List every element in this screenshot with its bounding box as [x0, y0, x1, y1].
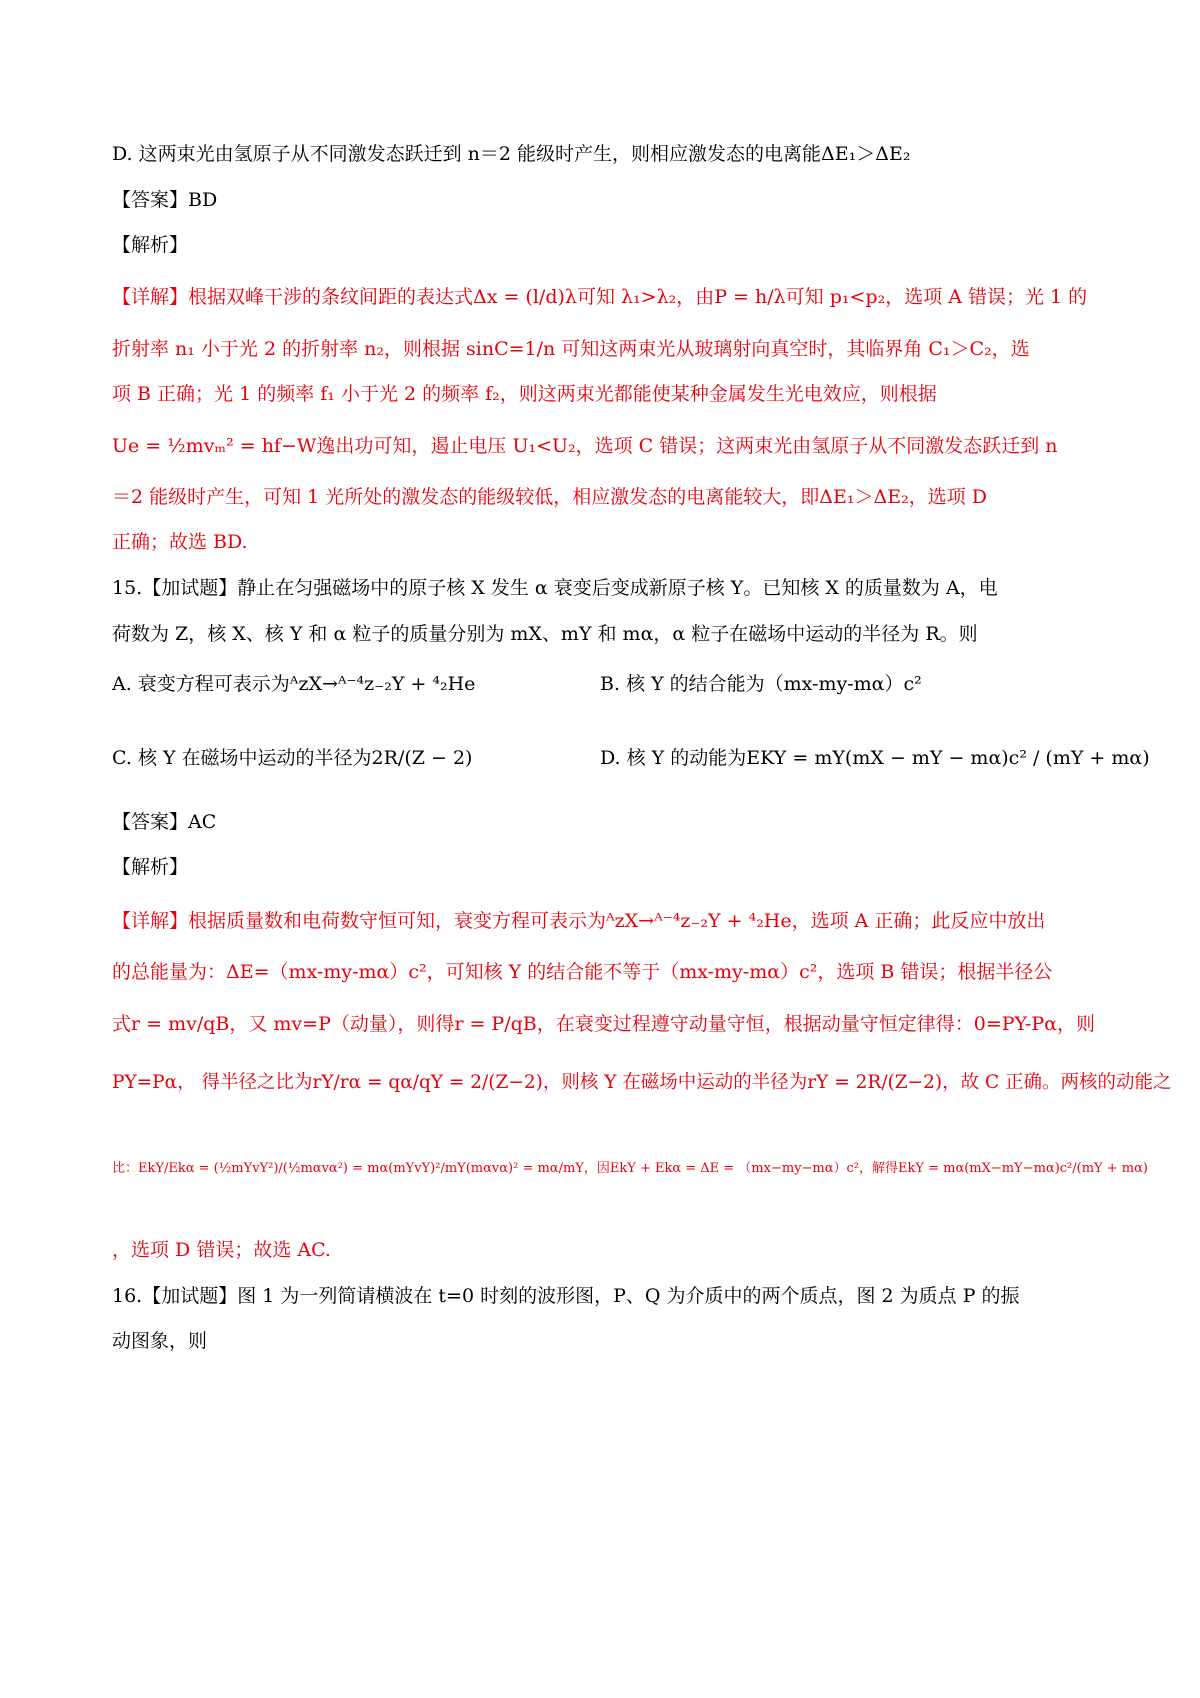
q14-option-d: D. 这两束光由氢原子从不同激发态跃迁到 n＝2 能级时产生，则相应激发态的电离能ΔE₁＞ΔE₂	[112, 143, 911, 165]
q15-stem-line-1: 15.【加试题】静止在匀强磁场中的原子核 X 发生 α 衰变后变成新原子核 Y。已知核 X 的质量数为 A，电	[112, 577, 998, 599]
q14-detail-line-5: ＝2 能级时产生，可知 1 光所处的激发态的能级较低，相应激发态的电离能较大，即ΔE₁＞ΔE₂，选项 D	[112, 486, 987, 508]
q15-stem-line-2: 荷数为 Z，核 X、核 Y 和 α 粒子的质量分别为 mX、mY 和 mα，α 粒子在磁场中运动的半径为 R。则	[112, 623, 978, 645]
q14-detail-line-4: Ue = ½mvₘ² = hf−W逸出功可知，遏止电压 U₁<U₂，选项 C 错误；这两束光由氢原子从不同激发态跃迁到 n	[112, 435, 1058, 457]
q14-analysis-heading: 【解析】	[112, 234, 189, 256]
q14-detail-line-2: 折射率 n₁ 小于光 2 的折射率 n₂，则根据 sinC=1/n 可知这两束光从玻璃射向真空时，其临界角 C₁＞C₂，选	[112, 338, 1030, 360]
q14-detail-line-1: 【详解】根据双峰干涉的条纹间距的表达式Δx = (l/d)λ可知 λ₁>λ₂，由P = h/λ可知 p₁<p₂，选项 A 错误；光 1 的	[112, 286, 1088, 308]
q15-detail-line-5: 比：EkY/Ekα = (½mYvY²)/(½mαvα²) = mα(mYvY)²/mY(mαvα)² = mα/mY，因EkY + Ekα = ΔE = （mx−my−mα）c²，解得EkY = mα(mX−mY−mα)c²/(mY + mα)	[112, 1161, 1148, 1176]
q15-detail-line-6: ，选项 D 错误；故选 AC.	[112, 1239, 331, 1261]
q15-detail-line-2: 的总能量为：ΔE=（mx-my-mα）c²，可知核 Y 的结合能不等于（mx-my-mα）c²，选项 B 错误；根据半径公	[112, 961, 1053, 983]
q15-detail-line-3: 式r = mv/qB，又 mv=P（动量），则得r = P/qB，在衰变过程遵守动量守恒，根据动量守恒定律得：0=PY-Pα，则	[112, 1013, 1096, 1035]
q14-detail-line-3: 项 B 正确；光 1 的频率 f₁ 小于光 2 的频率 f₂，则这两束光都能使某种金属发生光电效应，则根据	[112, 383, 937, 405]
q14-answer: 【答案】BD	[112, 189, 218, 211]
q15-option-c: C. 核 Y 在磁场中运动的半径为2R/(Z − 2)	[112, 747, 473, 769]
q15-answer: 【答案】AC	[112, 811, 217, 833]
q15-option-b: B. 核 Y 的结合能为（mx-my-mα）c²	[600, 673, 922, 695]
q15-analysis-heading: 【解析】	[112, 856, 189, 878]
q15-detail-line-1: 【详解】根据质量数和电荷数守恒可知，衰变方程可表示为ᴬzX→ᴬ⁻⁴z₋₂Y + ⁴₂He，选项 A 正确；此反应中放出	[112, 910, 1046, 932]
q15-detail-line-4: PY=Pα， 得半径之比为rY/rα = qα/qY = 2/(Z−2)，则核 Y 在磁场中运动的半径为rY = 2R/(Z−2)，故 C 正确。两核的动能之	[112, 1072, 1172, 1093]
q16-stem-line-2: 动图象，则	[112, 1330, 208, 1352]
q15-option-d: D. 核 Y 的动能为EKY = mY(mX − mY − mα)c² / (mY + mα)	[600, 747, 1150, 769]
q16-stem-line-1: 16.【加试题】图 1 为一列简请横波在 t=0 时刻的波形图，P、Q 为介质中的两个质点，图 2 为质点 P 的振	[112, 1285, 1020, 1307]
q14-detail-line-6: 正确；故选 BD.	[112, 531, 248, 553]
q15-option-a: A. 衰变方程可表示为ᴬzX→ᴬ⁻⁴z₋₂Y + ⁴₂He	[112, 673, 476, 695]
